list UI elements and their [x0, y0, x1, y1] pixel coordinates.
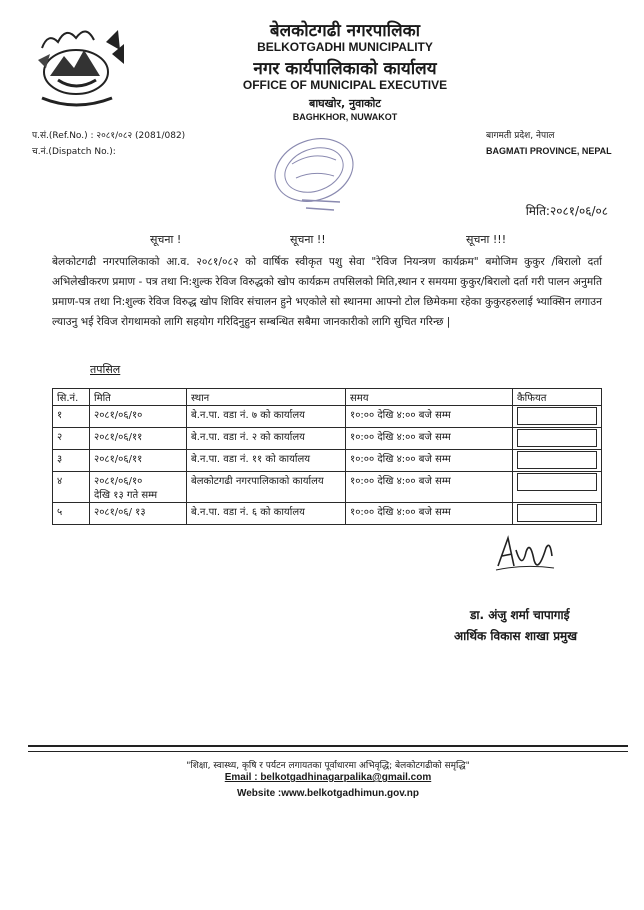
office-name-np: नगर कार्यपालिकाको कार्यालय	[253, 59, 437, 79]
remarks-box	[517, 407, 597, 425]
nepal-emblem-icon	[28, 20, 138, 110]
table-row	[53, 503, 602, 525]
cell-time: १०:०० देखि ४:०० बजे सम्म	[346, 428, 513, 450]
cell-sn: ३	[53, 450, 90, 472]
ref-number: प.सं.(Ref.No.) : २०८१/०८२ (2081/082)	[32, 131, 186, 141]
cell-place: बे.न.पा. वडा नं. २ को कार्यालय	[187, 428, 346, 450]
footer-divider	[28, 745, 628, 747]
cell-time: १०:०० देखि ४:०० बजे सम्म	[346, 406, 513, 428]
cell-place: बे.न.पा. वडा नं. ६ को कार्यालय	[187, 503, 346, 525]
cell-remarks	[513, 428, 602, 450]
cell-place: बेलकोटगढी नगरपालिकाको कार्यालय	[187, 472, 346, 503]
cell-remarks	[513, 406, 602, 428]
cell-sn: ४	[53, 472, 90, 503]
cell-sn: ५	[53, 503, 90, 525]
cell-place: बे.न.पा. वडा नं. ७ को कार्यालय	[187, 406, 346, 428]
remarks-box	[517, 429, 597, 447]
notice-heading-1: सूचना !	[150, 233, 182, 246]
schedule-label: तपसिल	[90, 363, 121, 376]
municipality-name-en: BELKOTGADHI MUNICIPALITY	[257, 40, 433, 54]
cell-time: १०:०० देखि ४:०० बजे सम्म	[346, 503, 513, 525]
column-header-place: स्थान	[187, 389, 346, 406]
footer-email[interactable]: Email : belkotgadhinagarpalika@gmail.com	[224, 772, 432, 783]
province-en: BAGMATI PROVINCE, NEPAL	[486, 146, 612, 156]
remarks-box	[517, 473, 597, 491]
column-header-time: समय	[346, 389, 513, 406]
table-row	[53, 428, 602, 450]
dispatch-number: च.नं.(Dispatch No.):	[32, 147, 116, 157]
footer-slogan: "शिक्षा, स्वास्थ्य, कृषि र पर्यटन लगायतका पूर्वाधारमा अभिवृद्धि; बेलकोटगढीको समृद्धि"	[186, 761, 470, 771]
cell-time: १०:०० देखि ४:०० बजे सम्म	[346, 472, 513, 503]
column-header-sn: सि.नं.	[53, 389, 90, 406]
cell-date: २०८१/०६/१०	[90, 406, 187, 428]
address-np: बाघखोर, नुवाकोट	[309, 97, 381, 110]
table-row	[53, 406, 602, 428]
cell-date: २०८१/०६/११	[90, 450, 187, 472]
cell-remarks	[513, 503, 602, 525]
municipality-name-np: बेलकोटगढी नगरपालिका	[269, 21, 421, 41]
notice-heading-3: सूचना !!!	[466, 233, 507, 246]
cell-date: २०८१/०६/११	[90, 428, 187, 450]
footer-divider-thin	[28, 751, 628, 752]
signatory-name: डा. अंजु शर्मा चापागाई	[470, 608, 570, 622]
cell-place: बे.न.पा. वडा नं. ११ को कार्यालय	[187, 450, 346, 472]
table-row	[53, 450, 602, 472]
column-header-date: मिति	[90, 389, 187, 406]
remarks-box	[517, 504, 597, 522]
address-en: BAGHKHOR, NUWAKOT	[292, 112, 398, 122]
footer-website[interactable]: Website :www.belkotgadhimun.gov.np	[236, 788, 420, 799]
cell-remarks	[513, 472, 602, 503]
office-name-en: OFFICE OF MUNICIPAL EXECUTIVE	[242, 78, 448, 92]
cell-remarks	[513, 450, 602, 472]
signatory-title: आर्थिक विकास शाखा प्रमुख	[454, 629, 578, 643]
cell-date-start: २०८१/०६/१०	[94, 476, 143, 487]
office-stamp	[262, 130, 372, 220]
notice-body: बेलकोटगढी नगरपालिकाको आ.व. २०८१/०८२ को वार्षिक स्वीकृत पशु सेवा "रेविज नियन्त्रण कार्यक्रम" बमोजिम कुकुर /बिरालो दर्ता अभिलेखीकरण प्रमाण - पत्र तथा नि:शुल्क रेविज विरुद्धको खोप कार्यक्रम तपसिलको मिति,स्थान र समयमा कुकुर/बिरालो दर्ता गरी पालन अनुमति प्रमाण-पत्र तथा नि:शुल्क रेविज विरुद्ध खोप शिविर संचालन हुने भएकोले सो स्थानमा आफ्नो टोल छिमेकमा रहेका कुकुरहरुलाई भ्याक्सिन लगाउन ल्याउनु भई रेविज रोगथामको लागि सहयोग गरिदिनुहुन सम्बन्धित सबैमा जानकारीको लागि सुचित गरिन्छ |	[52, 256, 602, 328]
table-header-row	[53, 389, 602, 406]
cell-date-end: देखि १३ गते सम्म	[94, 490, 158, 501]
schedule-table	[52, 388, 602, 525]
cell-time: १०:०० देखि ४:०० बजे सम्म	[346, 450, 513, 472]
cell-date: २०८१/०६/ १३	[90, 503, 187, 525]
table-row	[53, 472, 602, 503]
cell-date	[90, 472, 187, 503]
cell-sn: १	[53, 406, 90, 428]
column-header-remarks: कैफियत	[513, 389, 602, 406]
handwritten-signature	[490, 530, 560, 580]
province-np: बागमती प्रदेश, नेपाल	[486, 131, 555, 141]
remarks-box	[517, 451, 597, 469]
cell-sn: २	[53, 428, 90, 450]
notice-heading-2: सूचना !!	[290, 233, 326, 246]
issue-date: मिति:२०८१/०६/०८	[525, 204, 608, 218]
